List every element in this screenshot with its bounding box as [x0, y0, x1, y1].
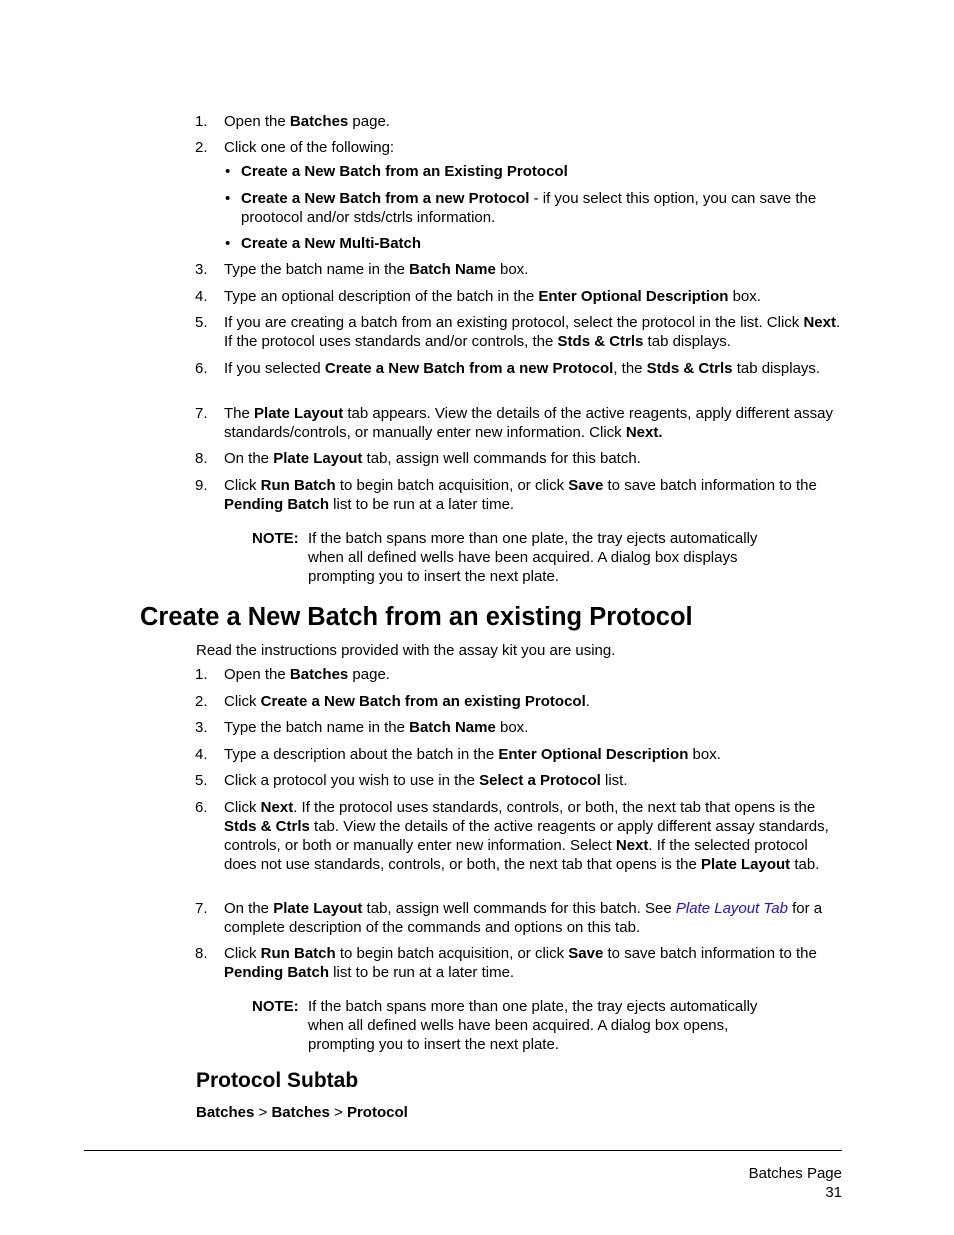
note-label: NOTE: — [252, 998, 299, 1015]
breadcrumb-separator: > — [329, 1104, 347, 1121]
step-8: On the Plate Layout tab, assign well commands for this batch. — [224, 450, 641, 467]
step-number: 8. — [195, 450, 208, 467]
step-number: 8. — [195, 945, 208, 962]
step-number: 7. — [195, 900, 208, 917]
step-4: Type an optional description of the batch in the Enter Optional Description box. — [224, 288, 761, 305]
bullet-dot: • — [225, 235, 231, 252]
subsection-heading: Protocol Subtab — [196, 1069, 359, 1092]
breadcrumb-item: Batches — [271, 1104, 330, 1121]
step-number: 4. — [195, 746, 208, 763]
step-5: If you are creating a batch from an existing protocol, select the protocol in the list. Click Next. If the protocol uses standards and/or controls, the Stds & Ctrls tab displays. — [224, 314, 841, 350]
step-2: Click Create a New Batch from an existing Protocol. — [224, 693, 590, 710]
plate-layout-tab-link[interactable]: Plate Layout Tab — [675, 900, 788, 917]
note-label: NOTE: — [252, 530, 299, 547]
step-7: The Plate Layout tab appears. View the details of the active reagents, apply different assay standards/controls, or manually enter new information. Click Next. — [224, 405, 833, 441]
footer-title: Batches Page — [748, 1165, 842, 1182]
breadcrumb-item: Batches — [196, 1104, 255, 1121]
footer-divider — [84, 1150, 842, 1151]
step-number: 6. — [195, 360, 208, 377]
option-new-protocol: Create a New Batch from a new Protocol - if you select this option, you can save the prootocol and/or stds/ctrls information. — [241, 190, 817, 226]
breadcrumb — [196, 1103, 408, 1122]
step-number: 3. — [195, 261, 208, 278]
breadcrumb-separator: > — [254, 1104, 272, 1121]
step-3: Type the batch name in the Batch Name box. — [224, 719, 529, 736]
step-9: Click Run Batch to begin batch acquisition, or click Save to save batch information to the Pending Batch list to be run at a later time. — [224, 477, 817, 513]
section-heading: Create a New Batch from an existing Protocol — [140, 603, 693, 631]
breadcrumb-item: Protocol — [346, 1104, 408, 1121]
step-number: 9. — [195, 477, 208, 494]
step-7: On the Plate Layout tab, assign well commands for this batch. See Plate Layout Tab for a complete description of the commands and options on this tab. — [224, 900, 823, 936]
step-number: 4. — [195, 288, 208, 305]
step-number: 5. — [195, 772, 208, 789]
bullet-dot: • — [225, 163, 231, 180]
step-1: Open the Batches page. — [224, 113, 390, 130]
step-4: Type a description about the batch in the Enter Optional Description box. — [224, 746, 721, 763]
step-number: 7. — [195, 405, 208, 422]
step-1: Open the Batches page. — [224, 666, 390, 683]
step-number: 6. — [195, 799, 208, 816]
step-5: Click a protocol you wish to use in the Select a Protocol list. — [224, 772, 628, 789]
step-number: 5. — [195, 314, 208, 331]
step-3: Type the batch name in the Batch Name box. — [224, 261, 529, 278]
option-multi-batch: Create a New Multi-Batch — [241, 235, 422, 252]
step-2: Click one of the following: — [224, 139, 395, 156]
step-number: 1. — [195, 113, 208, 130]
step-number: 2. — [195, 139, 208, 156]
step-8: Click Run Batch to begin batch acquisition, or click Save to save batch information to the Pending Batch list to be run at a later time. — [224, 945, 817, 981]
note-text: If the batch spans more than one plate, the tray ejects automatically when all defined wells have been acquired. A dialog box displays prompting you to insert the next plate. — [308, 530, 758, 585]
option-existing-protocol: Create a New Batch from an Existing Protocol — [241, 163, 568, 180]
page-number: 31 — [825, 1184, 842, 1201]
section-intro: Read the instructions provided with the assay kit you are using. — [196, 642, 616, 659]
step-number: 2. — [195, 693, 208, 710]
bullet-dot: • — [225, 190, 231, 207]
step-number: 3. — [195, 719, 208, 736]
step-6: Click Next. If the protocol uses standards, controls, or both, the next tab that opens is the Stds & Ctrls tab. View the details of the active reagents or apply different assay standards, controls, or both or manually enter new information. Select Next. If the selected protocol does not use standards, controls, or both, the next tab that opens is the Plate Layout tab. — [224, 799, 829, 873]
note-text: If the batch spans more than one plate, the tray ejects automatically when all defined wells have been acquired. A dialog box opens, prompting you to insert the next plate. — [308, 998, 758, 1053]
step-6: If you selected Create a New Batch from a new Protocol, the Stds & Ctrls tab displays. — [224, 360, 821, 377]
step-number: 1. — [195, 666, 208, 683]
